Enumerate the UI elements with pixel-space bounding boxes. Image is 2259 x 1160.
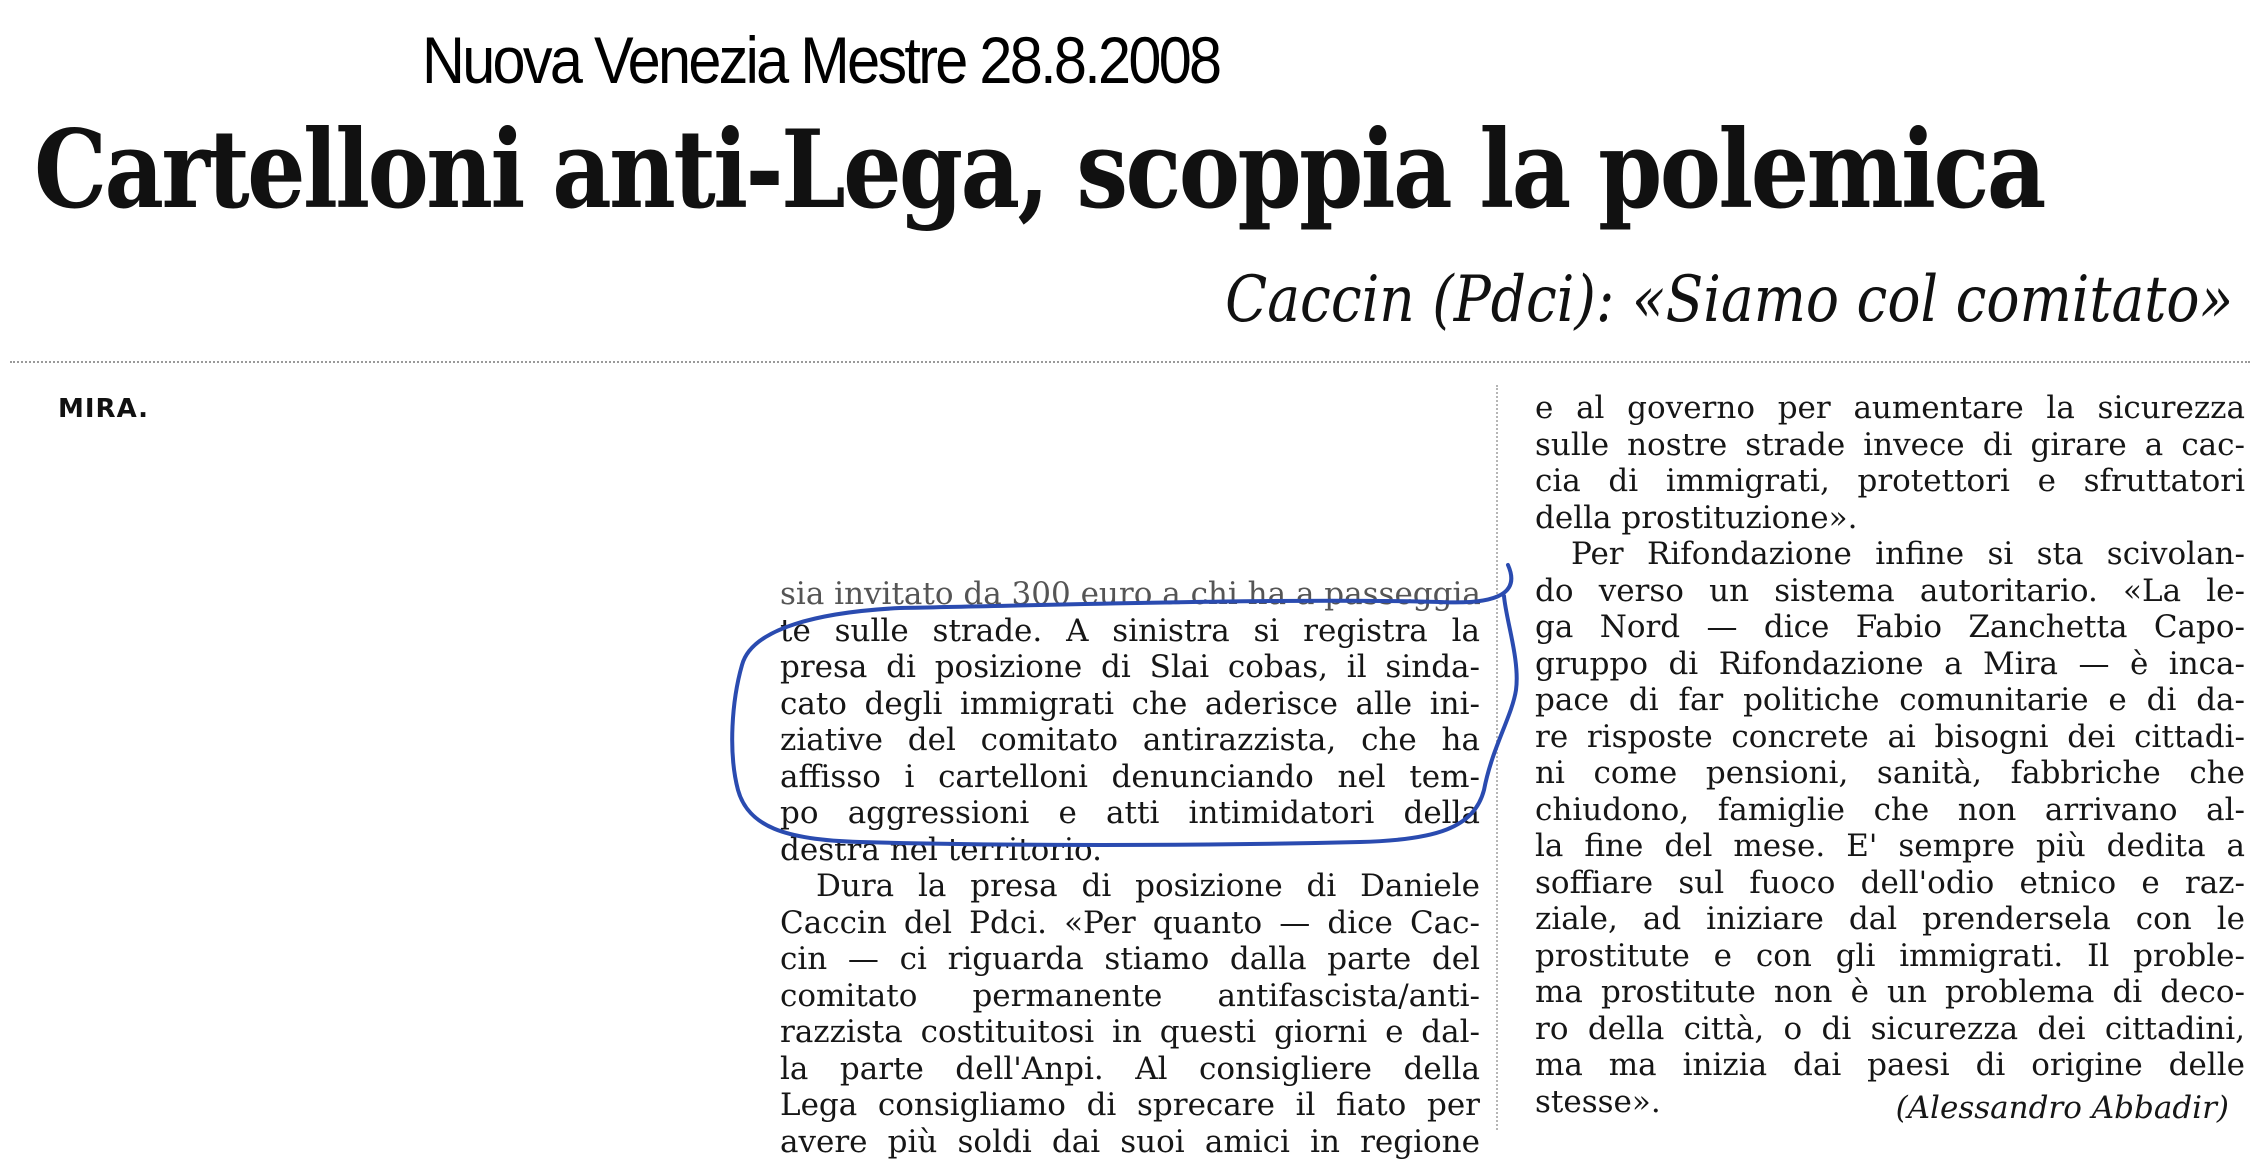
- text-line: pace di far politiche comunitarie e di da-: [1535, 682, 2245, 719]
- text-line: avere più soldi dai suoi amici in regione: [780, 1124, 1480, 1160]
- subheadline: Caccin (Pdci): «Siamo col comitato»: [1225, 262, 2233, 338]
- text-line: ziale, ad iniziare dal prendersela con le: [1535, 901, 2245, 938]
- text-line: chiudono, famiglie che non arrivano al-: [1535, 792, 2245, 829]
- text-line: cia di immigrati, protettori e sfruttatori: [1535, 463, 2245, 500]
- text-line: Lega consigliamo di sprecare il fiato per: [780, 1087, 1480, 1124]
- text-line: prostitute e con gli immigrati. Il proble-: [1535, 938, 2245, 975]
- text-line: cin — ci riguarda stiamo dalla parte del: [780, 941, 1480, 978]
- byline: (Alessandro Abbadir): [1896, 1090, 2229, 1126]
- source-note: Nuova Venezia Mestre 28.8.2008: [422, 22, 1219, 98]
- headline: Cartelloni anti-Lega, scoppia la polemica: [34, 108, 2044, 232]
- dateline: MIRA.: [58, 394, 149, 424]
- article-column-b: [1535, 390, 2245, 1120]
- text-line: presa di posizione di Slai cobas, il sinda-: [780, 649, 1480, 686]
- text-line: ro della città, o di sicurezza dei cittadini,: [1535, 1011, 2245, 1048]
- text-line: comitato permanente antifascista/anti-: [780, 978, 1480, 1015]
- text-line: della prostituzione».: [1535, 500, 2245, 537]
- text-line: ziative del comitato antirazzista, che ha: [780, 722, 1480, 759]
- text-line: destra nel territorio.: [780, 832, 1480, 869]
- column-gutter: [1496, 385, 1498, 1130]
- text-line: te sulle strade. A sinistra si registra la: [780, 613, 1480, 650]
- text-line: po aggressioni e atti intimidatori della: [780, 795, 1480, 832]
- text-line: la fine del mese. E' sempre più dedita a: [1535, 828, 2245, 865]
- text-line: ni come pensioni, sanità, fabbriche che: [1535, 755, 2245, 792]
- text-line: Dura la presa di posizione di Daniele: [780, 868, 1480, 905]
- text-line: sia invitato da 300 euro a chi ha a passeggia: [780, 576, 1480, 613]
- divider-rule: [10, 361, 2250, 363]
- text-line: e al governo per aumentare la sicurezza: [1535, 390, 2245, 427]
- text-line: la parte dell'Anpi. Al consigliere della: [780, 1051, 1480, 1088]
- text-line: ma prostitute non è un problema di deco-: [1535, 974, 2245, 1011]
- text-line: gruppo di Rifondazione a Mira — è inca-: [1535, 646, 2245, 683]
- text-line: stesse».: [1535, 1084, 2245, 1121]
- text-line: do verso un sistema autoritario. «La le-: [1535, 573, 2245, 610]
- text-line: razzista costituitosi in questi giorni e dal-: [780, 1014, 1480, 1051]
- text-line: Per Rifondazione infine si sta scivolan-: [1535, 536, 2245, 573]
- text-line: ga Nord — dice Fabio Zanchetta Capo-: [1535, 609, 2245, 646]
- text-line: cato degli immigrati che aderisce alle ini-: [780, 686, 1480, 723]
- article-column-a: [780, 576, 1480, 1160]
- text-line: Caccin del Pdci. «Per quanto — dice Cac-: [780, 905, 1480, 942]
- text-line: affisso i cartelloni denunciando nel tem-: [780, 759, 1480, 796]
- text-line: soffiare sul fuoco dell'odio etnico e raz-: [1535, 865, 2245, 902]
- text-line: sulle nostre strade invece di girare a cac-: [1535, 427, 2245, 464]
- text-line: ma ma inizia dai paesi di origine delle: [1535, 1047, 2245, 1084]
- text-line: re risposte concrete ai bisogni dei cittadi-: [1535, 719, 2245, 756]
